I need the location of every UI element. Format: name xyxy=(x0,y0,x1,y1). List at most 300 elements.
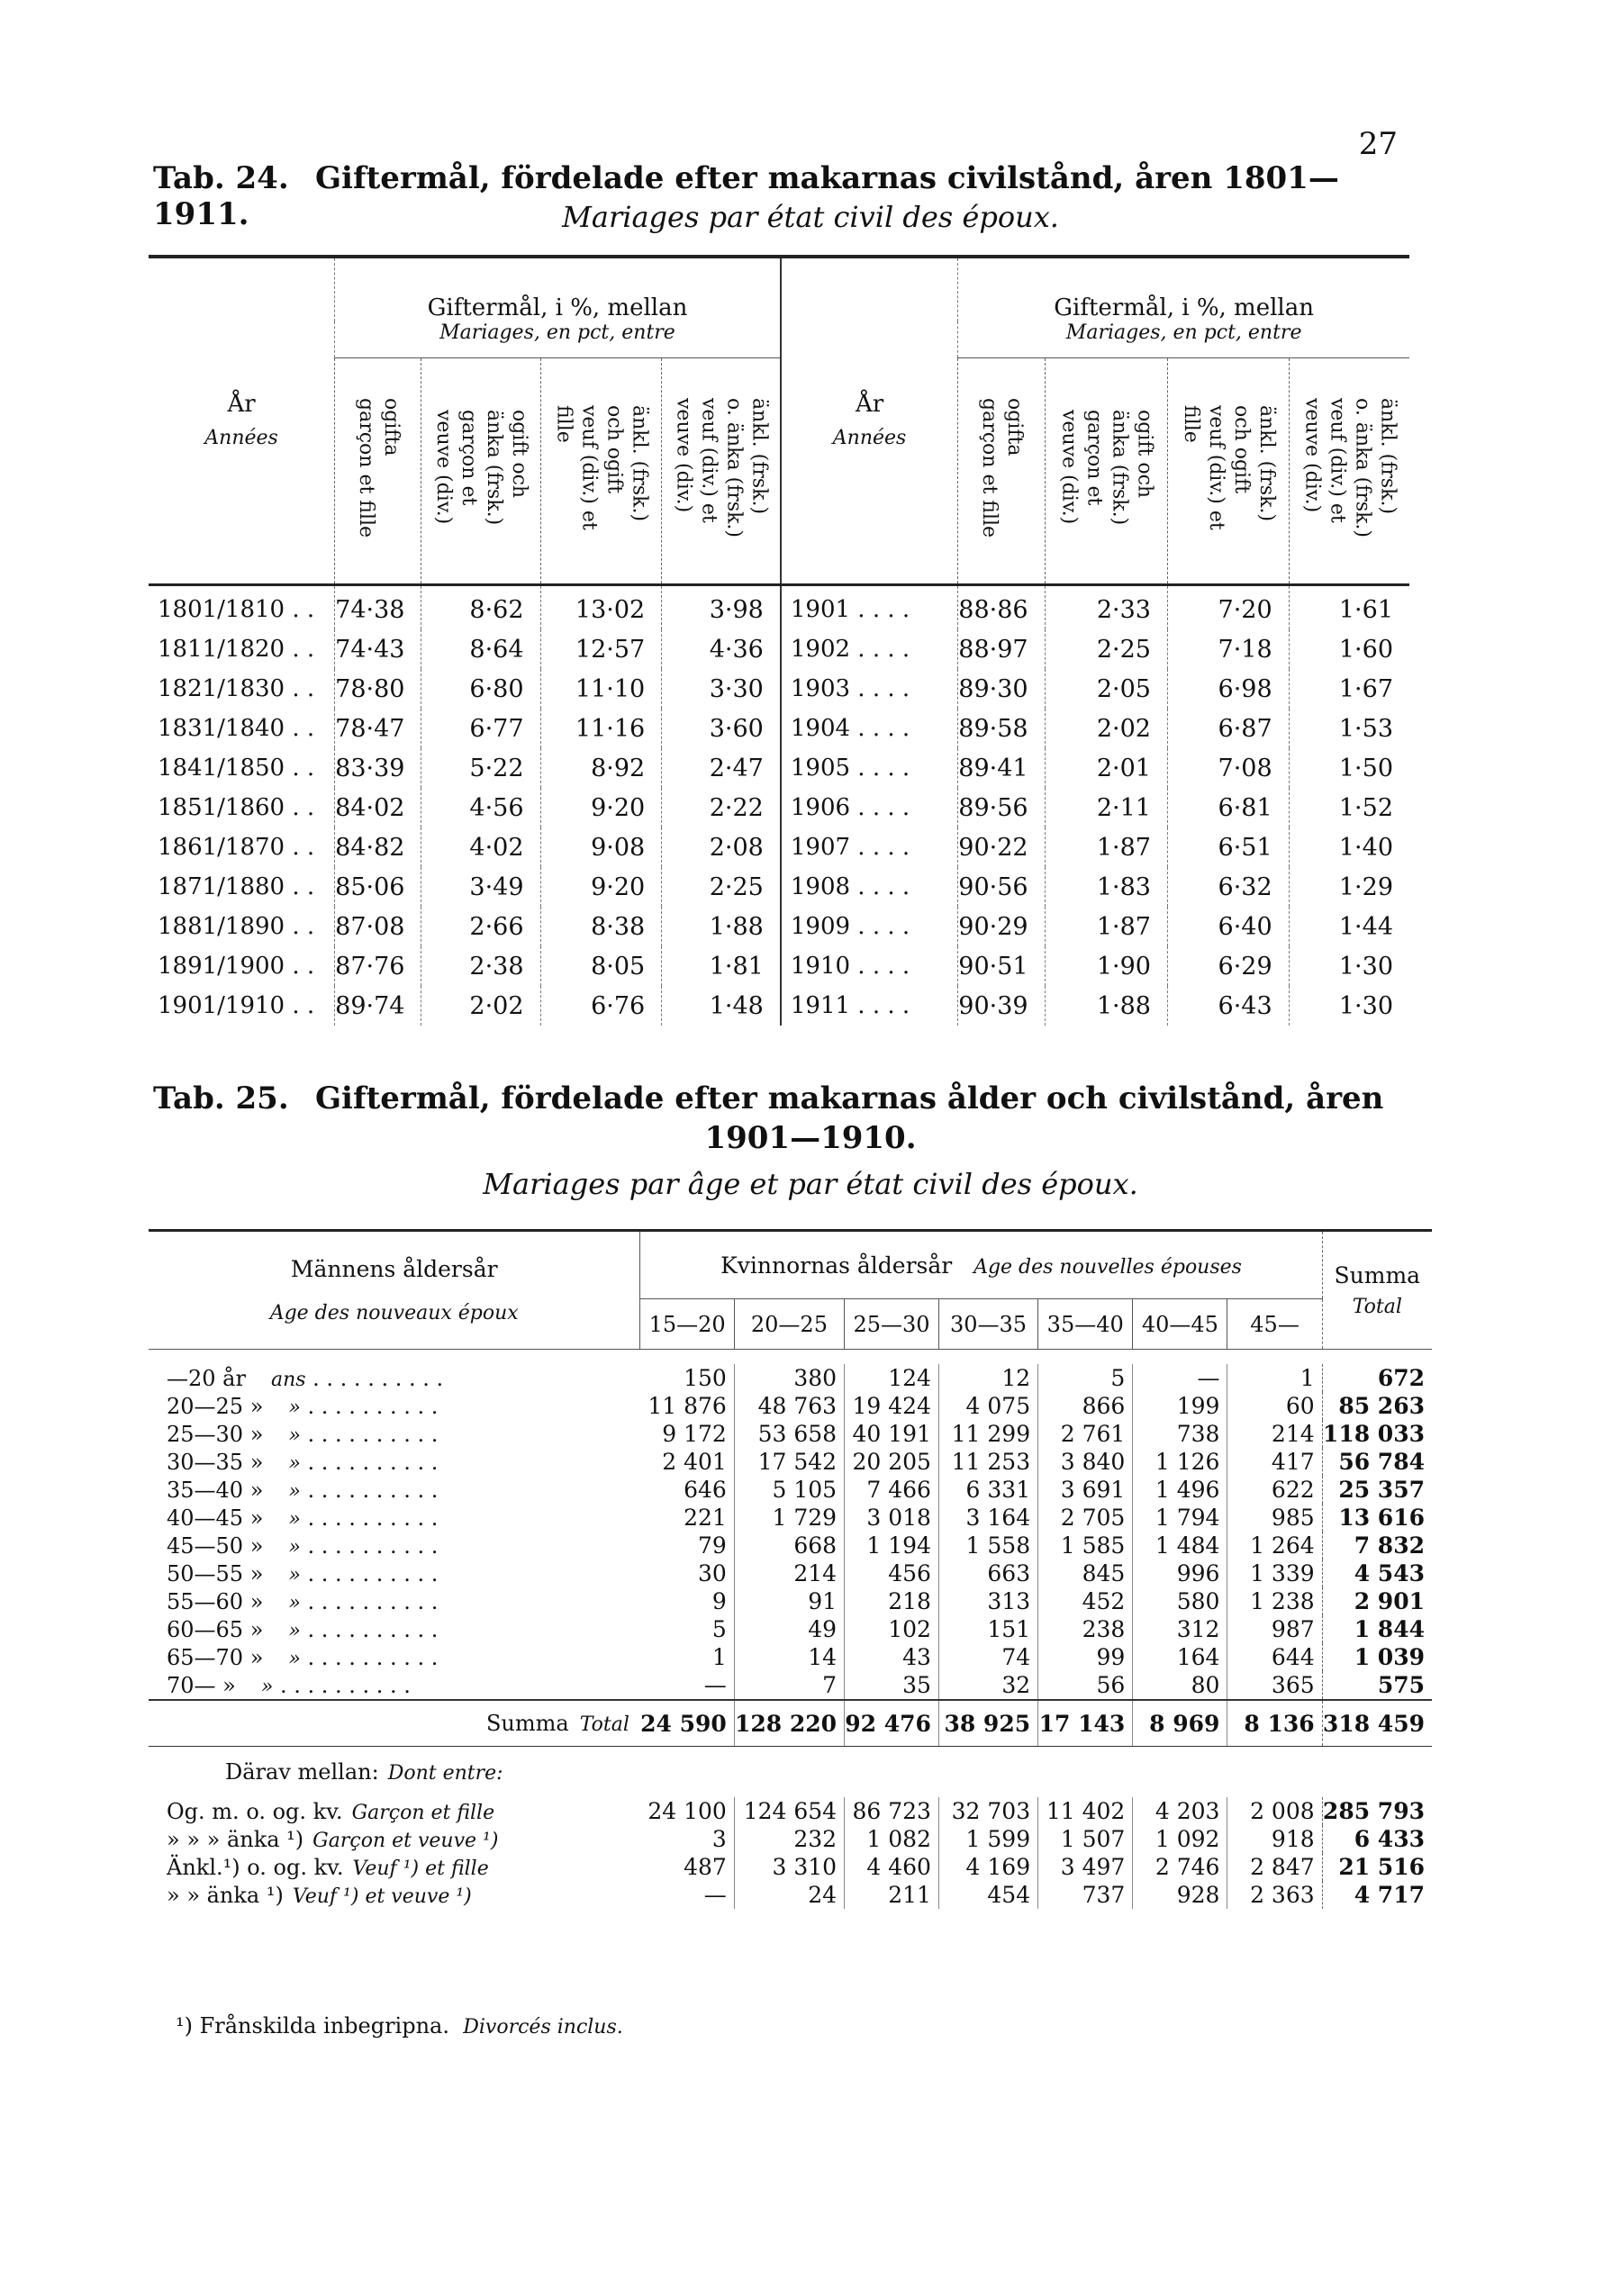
tab25-cell: 56 xyxy=(1038,1671,1133,1700)
tab24-year-left: 1811/1820 . . xyxy=(158,636,315,663)
tab25-cell: 1 238 xyxy=(1227,1587,1322,1615)
tab25-cell: 1 126 xyxy=(1133,1448,1227,1476)
tab24-cell: 88·97 xyxy=(958,629,1045,669)
tab24-cell: 8·64 xyxy=(421,629,540,669)
tab24-cell: 89·41 xyxy=(958,748,1045,788)
tab24-cell: 2·25 xyxy=(662,867,781,907)
tab24-cell: 9·20 xyxy=(540,788,662,827)
tab25-cell: 312 xyxy=(1133,1615,1227,1643)
table-row xyxy=(149,1643,1432,1671)
tab24-cell: 1·53 xyxy=(1289,709,1409,748)
tab24-year-right: 1908 . . . . xyxy=(781,867,958,907)
tab25-row-sum: 118 033 xyxy=(1322,1420,1432,1448)
tab24-year-text: 1905 xyxy=(790,755,851,782)
tab24-year-left: 1841/1850 . . xyxy=(158,755,315,782)
tab24-cell: 6·80 xyxy=(421,669,540,709)
tab25-women-header: Kvinnornas åldersår Age des nouvelles épouses xyxy=(640,1231,1322,1299)
tab24-cell: 4·36 xyxy=(662,629,781,669)
tab25-cell: 214 xyxy=(734,1559,844,1587)
tab25-cell: 928 xyxy=(1133,1881,1227,1909)
tab25-sub-row-label xyxy=(149,1825,640,1853)
tab25-cell: 14 xyxy=(734,1643,844,1671)
table-row xyxy=(149,1700,1432,1747)
tab24-year-right: 1910 . . . . xyxy=(781,946,958,986)
tab25-row-sum: 7 832 xyxy=(1322,1532,1432,1559)
tab24-cell: 3·60 xyxy=(662,709,781,748)
tab25-cell: 53 658 xyxy=(734,1420,844,1448)
tab24-cell: 84·82 xyxy=(335,827,421,867)
tab25-title xyxy=(153,1080,1414,1116)
tab24-year-text: 1891/1900 xyxy=(158,953,285,980)
tab24-year-left: 1851/1860 . . xyxy=(158,794,315,821)
tab25-row-sum: 6 433 xyxy=(1322,1825,1432,1853)
tab24-year-text: 1881/1890 xyxy=(158,913,285,940)
tab24-year-text: 1831/1840 xyxy=(158,715,285,742)
tab25-row-label-text: —20 år xyxy=(167,1365,246,1391)
tab24-table xyxy=(149,255,1409,1026)
tab24-year-left: 1831/1840 . . xyxy=(158,715,315,742)
tab25-cell: 1 194 xyxy=(845,1532,939,1559)
tab25-cell: 644 xyxy=(1227,1643,1322,1671)
tab24-cell: 74·43 xyxy=(335,629,421,669)
tab25-cell: 2 746 xyxy=(1133,1853,1227,1881)
tab24-year-text: 1801/1810 xyxy=(158,596,285,623)
tab25-cell: 1 794 xyxy=(1133,1504,1227,1532)
tab24-cell: 2·02 xyxy=(421,986,540,1026)
tab25-cell: 3 164 xyxy=(938,1504,1037,1532)
tab24-cell: 2·22 xyxy=(662,788,781,827)
tab25-row-label-suffix: » xyxy=(288,1647,301,1670)
tab25-row-label-text: 55—60 » xyxy=(167,1588,264,1614)
tab25-cell: 11 876 xyxy=(647,1393,727,1419)
tab24-cell: 8·92 xyxy=(540,748,662,788)
tab25-cell: 5 105 xyxy=(734,1476,844,1504)
tab25-cell: 238 xyxy=(1038,1615,1133,1643)
tab24-year-text: 1903 xyxy=(790,675,851,702)
tab25-title-line2: 1901—1910. xyxy=(704,1120,917,1156)
table-row xyxy=(149,669,1409,709)
tab24-cell: 89·30 xyxy=(958,669,1045,709)
tab24-cell: 88·86 xyxy=(958,585,1045,630)
tab24-year-left: 1901/1910 . . xyxy=(158,992,315,1019)
tab25-subheading-row xyxy=(149,1747,1432,1798)
tab25-cell: 313 xyxy=(938,1587,1037,1615)
tab24-year-left: 1861/1870 . . xyxy=(158,834,315,861)
tab25-sub-row-label-text: » » » änka ¹) xyxy=(167,1826,304,1852)
table-row xyxy=(149,1615,1432,1643)
tab25-cell: 128 220 xyxy=(734,1700,844,1747)
tab25-cell: 211 xyxy=(845,1881,939,1909)
tab25-subheading-fr: Dont entre: xyxy=(387,1762,503,1785)
tab25-age-column: 20—25 xyxy=(734,1299,844,1350)
tab25-cell: — xyxy=(703,1672,727,1698)
tab24-year-left: 1871/1880 . . xyxy=(158,873,315,900)
tab25-age-column: 35—40 xyxy=(1038,1299,1133,1350)
tab24-cell: 6·40 xyxy=(1167,907,1289,946)
tab25-row-label-text: 45—50 » xyxy=(167,1532,264,1559)
tab25-cell: 221 xyxy=(684,1505,727,1531)
tab24-year-text: 1861/1870 xyxy=(158,834,285,861)
tab25-row-label-suffix: » xyxy=(288,1451,301,1475)
tab25-row-label: 45—50 » » . . . . . . . . . . xyxy=(167,1532,439,1559)
tab25-row-label: 65—70 » » . . . . . . . . . . xyxy=(167,1644,439,1670)
tab25-row-sum: 672 xyxy=(1322,1364,1432,1392)
tab25-cell: 80 xyxy=(1133,1671,1227,1700)
tab24-cell: 8·05 xyxy=(540,946,662,986)
tab25-row-label: 60—65 » » . . . . . . . . . . xyxy=(167,1616,439,1642)
tab24-year-right: 1907 . . . . xyxy=(781,827,958,867)
tab25-age-column: 30—35 xyxy=(938,1299,1037,1350)
tab24-cell: 1·88 xyxy=(662,907,781,946)
tab25-cell: 737 xyxy=(1038,1881,1133,1909)
tab25-sub-row-label-text: » » änka ¹) xyxy=(167,1882,284,1908)
tab25-sub-row-label-text: Og. m. o. og. kv. xyxy=(167,1798,343,1824)
tab25-cell: 199 xyxy=(1133,1392,1227,1420)
tab25-cell: 4 203 xyxy=(1133,1797,1227,1825)
tab25-cell: 3 840 xyxy=(1038,1448,1133,1476)
tab24-year-right: 1903 . . . . xyxy=(781,669,958,709)
tab25-cell: 40 191 xyxy=(845,1420,939,1448)
tab25-row-label-text: 20—25 » xyxy=(167,1393,264,1419)
table-row xyxy=(149,1797,1432,1825)
tab25-cell: 4 169 xyxy=(938,1853,1037,1881)
tab24-cell: 1·81 xyxy=(662,946,781,986)
tab24-cell: 6·43 xyxy=(1167,986,1289,1026)
tab25-cell: 49 xyxy=(734,1615,844,1643)
tab24-year-right: 1906 . . . . xyxy=(781,788,958,827)
tab25-cell: 663 xyxy=(938,1559,1037,1587)
tab24-group-header-left: Giftermål, i %, mellan xyxy=(335,257,781,321)
tab25-subtitle: Mariages par âge et par état civil des époux. xyxy=(483,1167,1138,1201)
tab25-sub-row-label-fr: Garçon et fille xyxy=(351,1801,495,1824)
tab25-row-sum: 4 543 xyxy=(1322,1559,1432,1587)
table-row xyxy=(149,1671,1432,1700)
tab25-cell: 32 703 xyxy=(938,1797,1037,1825)
table-row xyxy=(149,629,1409,669)
tab24-col-header: änkl. (frsk.) o. änka (frsk.) veuf (div.) et veuve (div.) xyxy=(662,358,781,585)
tab24-cell: 1·88 xyxy=(1045,986,1167,1026)
tab24-year-text: 1910 xyxy=(790,953,851,980)
tab25-cell: 1 092 xyxy=(1133,1825,1227,1853)
tab25-cell: 4 460 xyxy=(845,1853,939,1881)
tab24-col-header: änkl. (frsk.) och ogift veuf (div.) et fille xyxy=(540,358,662,585)
tab24-cell: 9·08 xyxy=(540,827,662,867)
tab25-cell: 151 xyxy=(938,1615,1037,1643)
table-row xyxy=(149,867,1409,907)
tab25-cell: 4 075 xyxy=(938,1392,1037,1420)
tab24-year-text: 1851/1860 xyxy=(158,794,285,821)
tab25-cell: 150 xyxy=(684,1365,727,1391)
tab25-cell: 1 729 xyxy=(734,1504,844,1532)
tab24-year-text: 1841/1850 xyxy=(158,755,285,782)
tab24-year-header-right: År Années xyxy=(781,257,958,585)
tab24-cell: 89·58 xyxy=(958,709,1045,748)
tab25-sub-row-label xyxy=(149,1853,640,1881)
tab24-year-text: 1911 xyxy=(790,992,851,1019)
tab25-cell: 79 xyxy=(697,1532,727,1559)
tab24-cell: 1·61 xyxy=(1289,585,1409,630)
tab25-cell: 48 763 xyxy=(734,1392,844,1420)
tab24-year-text: 1906 xyxy=(790,794,851,821)
tab25-row-label: 35—40 » » . . . . . . . . . . xyxy=(167,1477,439,1503)
tab25-cell: 3 497 xyxy=(1038,1853,1133,1881)
tab24-cell: 1·44 xyxy=(1289,907,1409,946)
tab25-row-label-suffix: » xyxy=(260,1675,274,1698)
tab25-age-column: 15—20 xyxy=(640,1299,734,1350)
tab25-row-label-text: 40—45 » xyxy=(167,1505,264,1531)
tab25-cell: 1 484 xyxy=(1133,1532,1227,1559)
tab24-cell: 1·83 xyxy=(1045,867,1167,907)
tab24-cell: 6·29 xyxy=(1167,946,1289,986)
tab25-row-label-suffix: » xyxy=(288,1507,301,1531)
tab25-cell: 380 xyxy=(734,1364,844,1392)
tab24-cell: 87·76 xyxy=(335,946,421,986)
tab24-cell: 2·47 xyxy=(662,748,781,788)
tab24-year-right: 1904 . . . . xyxy=(781,709,958,748)
tab25-men-header: Männens åldersår Age des nouveaux époux xyxy=(149,1231,640,1350)
tab24-cell: 5·22 xyxy=(421,748,540,788)
tab24-cell: 2·01 xyxy=(1045,748,1167,788)
tab25-cell: 24 590 xyxy=(640,1700,734,1747)
tab25-cell: 6 331 xyxy=(938,1476,1037,1504)
table-row xyxy=(149,1476,1432,1504)
tab25-row-sum: 13 616 xyxy=(1322,1504,1432,1532)
table-row xyxy=(149,1448,1432,1476)
tab25-cell: 2 401 xyxy=(662,1449,727,1475)
tab24-year-left: 1891/1900 . . xyxy=(158,953,315,980)
tab24-cell: 2·11 xyxy=(1045,788,1167,827)
tab24-cell: 90·29 xyxy=(958,907,1045,946)
tab25-sub-row-label xyxy=(149,1881,640,1909)
tab24-cell: 1·67 xyxy=(1289,669,1409,709)
tab25-row-sum: 318 459 xyxy=(1322,1700,1432,1747)
table-row xyxy=(149,709,1409,748)
table-row xyxy=(149,1853,1432,1881)
tab25-row-label-text: 50—55 » xyxy=(167,1560,264,1586)
tab25-row-label-text: 60—65 » xyxy=(167,1616,264,1642)
tab25-row-label-suffix: » xyxy=(288,1619,301,1642)
tab24-cell: 7·08 xyxy=(1167,748,1289,788)
tab25-cell: 365 xyxy=(1227,1671,1322,1700)
tab25-cell: 9 172 xyxy=(662,1421,727,1447)
tab25-cell: 668 xyxy=(734,1532,844,1559)
tab25-sub-row-label xyxy=(149,1797,640,1825)
tab24-year-text: 1907 xyxy=(790,834,851,861)
table-row xyxy=(149,1504,1432,1532)
tab24-cell: 84·02 xyxy=(335,788,421,827)
tab25-row-sum: 85 263 xyxy=(1322,1392,1432,1420)
tab25-title-line1: Giftermål, fördelade efter makarnas ålder och civilstånd, åren xyxy=(315,1080,1384,1116)
tab24-subtitle: Mariages par état civil des époux. xyxy=(562,200,1059,234)
tab25-sub-row-label-fr: Veuf ¹) et fille xyxy=(352,1857,489,1880)
tab25-cell: 1 558 xyxy=(938,1532,1037,1559)
table-row xyxy=(149,1420,1432,1448)
tab25-sub-row-label-fr: Veuf ¹) et veuve ¹) xyxy=(292,1885,472,1908)
tab25-cell: 3 xyxy=(711,1826,727,1852)
table-row xyxy=(149,1825,1432,1853)
tab24-year-right: 1905 . . . . xyxy=(781,748,958,788)
tab25-cell: 232 xyxy=(734,1825,844,1853)
tab24-cell: 2·25 xyxy=(1045,629,1167,669)
table-row xyxy=(149,986,1409,1026)
tab24-year-text: 1871/1880 xyxy=(158,873,285,900)
tab24-cell: 6·76 xyxy=(540,986,662,1026)
tab24-year-text: 1904 xyxy=(790,715,851,742)
table-row xyxy=(149,1392,1432,1420)
tab25-row-label: 50—55 » » . . . . . . . . . . xyxy=(167,1560,439,1586)
tab25-cell: 102 xyxy=(845,1615,939,1643)
tab25-cell: 487 xyxy=(684,1854,727,1880)
tab25-cell: 92 476 xyxy=(845,1700,939,1747)
tab24-cell: 2·33 xyxy=(1045,585,1167,630)
tab25-cell: 1 xyxy=(711,1644,727,1670)
tab24-cell: 6·32 xyxy=(1167,867,1289,907)
tab24-cell: 7·18 xyxy=(1167,629,1289,669)
tab25-row-label-text: 30—35 » xyxy=(167,1449,264,1475)
tab25-cell: 86 723 xyxy=(845,1797,939,1825)
tab25-cell: 1 082 xyxy=(845,1825,939,1853)
tab25-cell: — xyxy=(703,1882,727,1908)
tab24-year-right: 1902 . . . . xyxy=(781,629,958,669)
tab25-cell: 11 253 xyxy=(938,1448,1037,1476)
tab24-cell: 8·62 xyxy=(421,585,540,630)
tab25-cell: 2 363 xyxy=(1227,1881,1322,1909)
tab25-cell: 164 xyxy=(1133,1643,1227,1671)
tab25-cell: 43 xyxy=(845,1643,939,1671)
tab25-row-label-suffix: » xyxy=(288,1563,301,1586)
tab24-col-header: ogift och änka (frsk.) garçon et veuve (div.) xyxy=(1045,358,1167,585)
tab24-cell: 90·51 xyxy=(958,946,1045,986)
tab25-cell: 622 xyxy=(1227,1476,1322,1504)
tab24-year-text: 1901 xyxy=(790,596,851,623)
tab24-year-text: 1821/1830 xyxy=(158,675,285,702)
tab25-sub-row-label-text: Änkl.¹) o. og. kv. xyxy=(167,1854,344,1880)
tab24-col-header: ogifta garçon et fille xyxy=(958,358,1045,585)
tab25-subheading xyxy=(149,1747,1432,1798)
tab25-row-label-text: 35—40 » xyxy=(167,1477,264,1503)
tab24-cell: 1·50 xyxy=(1289,748,1409,788)
tab25-cell: 124 654 xyxy=(734,1797,844,1825)
tab25-cell: 60 xyxy=(1227,1392,1322,1420)
tab25-row-label-suffix: ans xyxy=(270,1368,306,1391)
tab24-cell: 4·02 xyxy=(421,827,540,867)
tab25-cell: 1 599 xyxy=(938,1825,1037,1853)
tab24-cell: 78·80 xyxy=(335,669,421,709)
tab25-cell: 1 xyxy=(1227,1364,1322,1392)
tab25-cell: 8 136 xyxy=(1227,1700,1322,1747)
tab25-cell: 5 xyxy=(1038,1364,1133,1392)
tab25-age-column: 25—30 xyxy=(845,1299,939,1350)
tab24-cell: 1·30 xyxy=(1289,946,1409,986)
tab24-cell: 90·56 xyxy=(958,867,1045,907)
tab25-age-column: 45— xyxy=(1227,1299,1322,1350)
tab24-year-right: 1901 . . . . xyxy=(781,585,958,630)
tab25-sub-row-label-fr: Garçon et veuve ¹) xyxy=(312,1829,499,1852)
tab24-cell: 6·77 xyxy=(421,709,540,748)
tab25-row-label: 55—60 » » . . . . . . . . . . xyxy=(167,1588,439,1614)
tab24-group-header-right: Giftermål, i %, mellan xyxy=(958,257,1409,321)
tab24-cell: 89·74 xyxy=(335,986,421,1026)
tab25-cell: 20 205 xyxy=(845,1448,939,1476)
tab25-cell: 99 xyxy=(1038,1643,1133,1671)
tab24-cell: 1·60 xyxy=(1289,629,1409,669)
table-row xyxy=(149,907,1409,946)
tab25-row-label-suffix: » xyxy=(288,1591,301,1614)
tab24-year-text: 1811/1820 xyxy=(158,636,285,663)
tab25-cell: 3 018 xyxy=(845,1504,939,1532)
tab24-group-header-fr-left: Mariages, en pct, entre xyxy=(335,321,781,358)
tab24-group-header-fr-right: Mariages, en pct, entre xyxy=(958,321,1409,358)
tab24-cell: 2·08 xyxy=(662,827,781,867)
tab24-cell: 1·40 xyxy=(1289,827,1409,867)
tab24-year-header-left: År Années xyxy=(149,257,335,585)
tab24-cell: 11·16 xyxy=(540,709,662,748)
tab25-cell: 646 xyxy=(684,1477,727,1503)
tab25-subheading-text: Därav mellan: xyxy=(225,1759,379,1785)
tab24-cell: 2·38 xyxy=(421,946,540,986)
tab25-cell: 2 008 xyxy=(1227,1797,1322,1825)
tab25-cell: 7 466 xyxy=(845,1476,939,1504)
spacer-row xyxy=(149,1350,1432,1365)
tab24-cell: 90·39 xyxy=(958,986,1045,1026)
tab24-title-text: Giftermål, fördelade efter makarnas civilstånd, åren 1801—1911. xyxy=(153,160,1339,232)
tab25-label: Tab. 25. xyxy=(153,1080,289,1116)
tab25-cell: 7 xyxy=(734,1671,844,1700)
tab25-cell: 11 299 xyxy=(938,1420,1037,1448)
tab24-cell: 3·98 xyxy=(662,585,781,630)
tab24-year-left: 1801/1810 . . xyxy=(149,585,335,630)
tab25-age-column: 40—45 xyxy=(1133,1299,1227,1350)
table-row xyxy=(149,1559,1432,1587)
tab25-cell: 8 969 xyxy=(1133,1700,1227,1747)
tab25-cell: 1 507 xyxy=(1038,1825,1133,1853)
tab25-cell: 5 xyxy=(711,1616,727,1642)
tab24-year-right: 1909 . . . . xyxy=(781,907,958,946)
tab25-row-label: —20 år ans . . . . . . . . . . xyxy=(167,1365,444,1391)
tab24-cell: 83·39 xyxy=(335,748,421,788)
tab24-year-right: 1911 . . . . xyxy=(781,986,958,1026)
tab24-cell: 89·56 xyxy=(958,788,1045,827)
tab25-cell: 1 339 xyxy=(1227,1559,1322,1587)
table-row xyxy=(149,788,1409,827)
tab24-cell: 87·08 xyxy=(335,907,421,946)
tab25-row-sum: 21 516 xyxy=(1322,1853,1432,1881)
table-row xyxy=(149,946,1409,986)
tab24-cell: 2·66 xyxy=(421,907,540,946)
tab24-cell: 90·22 xyxy=(958,827,1045,867)
tab25-cell: 580 xyxy=(1133,1587,1227,1615)
tab24-cell: 1·30 xyxy=(1289,986,1409,1026)
tab25-cell: 91 xyxy=(734,1587,844,1615)
tab25-cell: 218 xyxy=(845,1587,939,1615)
tab25-row-label: 70— » » . . . . . . . . . . xyxy=(167,1672,411,1698)
tab24-year-text: 1902 xyxy=(790,636,851,663)
tab25-cell: 12 xyxy=(938,1364,1037,1392)
tab25-row-label: 30—35 » » . . . . . . . . . . xyxy=(167,1449,439,1475)
tab24-cell: 78·47 xyxy=(335,709,421,748)
tab25-row-label: 40—45 » » . . . . . . . . . . xyxy=(167,1505,439,1531)
tab25-cell: 2 847 xyxy=(1227,1853,1322,1881)
tab25-row-label-suffix: » xyxy=(288,1479,301,1503)
tab24-cell: 6·98 xyxy=(1167,669,1289,709)
tab25-cell: 918 xyxy=(1227,1825,1322,1853)
tab24-year-left: 1881/1890 . . xyxy=(158,913,315,940)
tab25-cell: 19 424 xyxy=(845,1392,939,1420)
tab25-cell: 738 xyxy=(1133,1420,1227,1448)
tab25-cell: 24 xyxy=(734,1881,844,1909)
tab25-cell: 2 761 xyxy=(1038,1420,1133,1448)
tab25-cell: 996 xyxy=(1133,1559,1227,1587)
